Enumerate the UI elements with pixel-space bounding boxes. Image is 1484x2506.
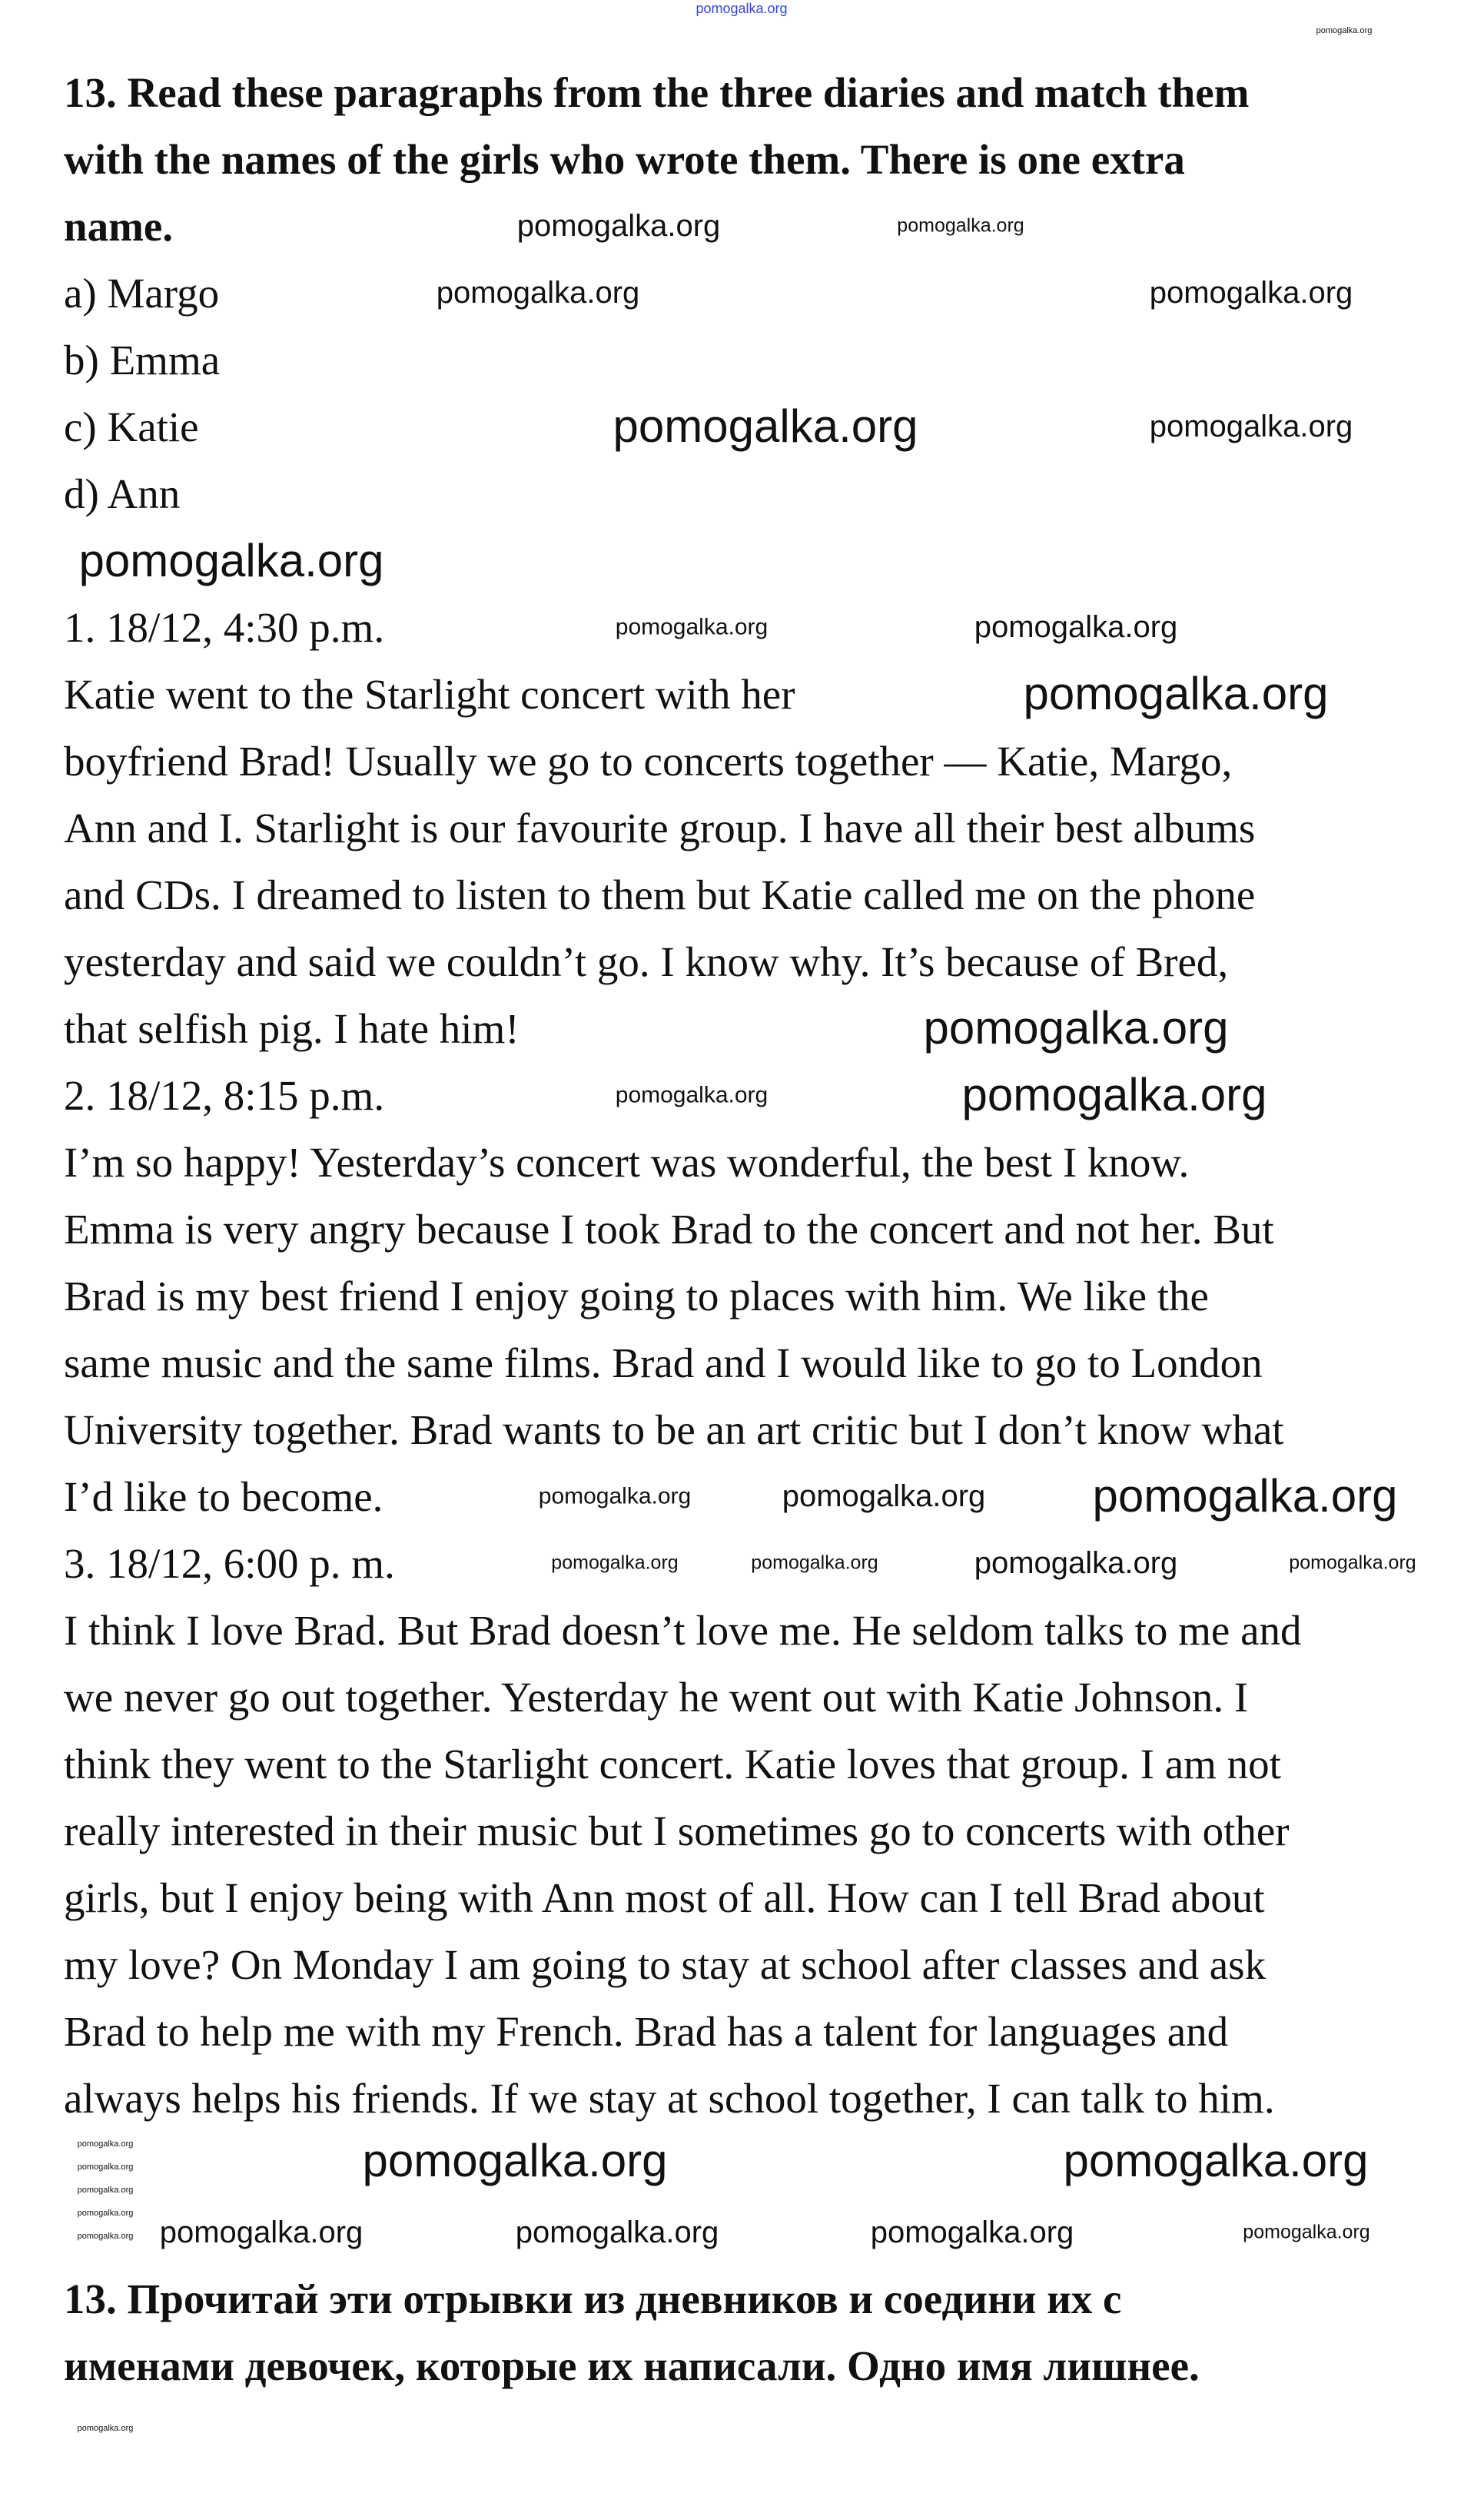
entry-1-header: 1. 18/12, 4:30 p.m. <box>64 604 385 651</box>
entry-3-line: I think I love Brad. But Brad doesn’t love me. He seldom talks to me and <box>64 1607 1302 1654</box>
entry-2-line: same music and the same films. Brad and I would like to go to London <box>64 1339 1263 1386</box>
watermark: pomogalka.org <box>1289 1552 1416 1574</box>
entry-3-line: Brad to help me with my French. Brad has a talent for languages and <box>64 2008 1229 2055</box>
watermark: pomogalka.org <box>362 2135 668 2186</box>
entry-2-line: I’d like to become. <box>64 1473 383 1520</box>
entry-3-line: we never go out together. Yesterday he went out with Katie Johnson. I <box>64 1674 1249 1721</box>
watermark: pomogalka.org <box>751 1552 878 1574</box>
watermark: pomogalka.org <box>923 1002 1229 1054</box>
watermark: pomogalka.org <box>515 2216 719 2249</box>
option-margo: a) Margo <box>64 270 220 317</box>
watermark: pomogalka.org <box>1092 1470 1398 1522</box>
watermark: pomogalka.org <box>77 2231 134 2241</box>
entry-3-line: always helps his friends. If we stay at school together, I can talk to him. <box>64 2075 1275 2122</box>
watermark: pomogalka.org <box>516 209 721 243</box>
watermark: pomogalka.org <box>551 1552 679 1574</box>
heading-ru-line: именами девочек, которые их написали. Одно имя лишнее. <box>64 2342 1200 2389</box>
entry-2-header: 2. 18/12, 8:15 p.m. <box>64 1072 385 1119</box>
heading-en-line: name. <box>64 203 174 250</box>
watermark: pomogalka.org <box>897 214 1024 237</box>
entry-1-line: Ann and I. Starlight is our favourite group. I have all their best albums <box>64 805 1256 851</box>
watermark: pomogalka.org <box>1316 25 1373 35</box>
watermark: pomogalka.org <box>1063 2135 1369 2186</box>
option-ann: d) Ann <box>64 470 181 517</box>
watermark: pomogalka.org <box>870 2216 1074 2249</box>
watermark: pomogalka.org <box>77 2423 134 2433</box>
watermark: pomogalka.org <box>77 2185 134 2195</box>
watermark: pomogalka.org <box>961 1069 1267 1120</box>
entry-3-line: my love? On Monday I am going to stay at school after classes and ask <box>64 1941 1267 1988</box>
entry-2-line: Brad is my best friend I enjoy going to places with him. We like the <box>64 1273 1209 1319</box>
entry-1-line: that selfish pig. I hate him! <box>64 1005 520 1052</box>
watermark: pomogalka.org <box>782 1479 986 1513</box>
watermark: pomogalka.org <box>77 2208 134 2218</box>
watermark: pomogalka.org <box>1023 668 1329 719</box>
watermark: pomogalka.org <box>613 400 918 452</box>
entry-3-line: girls, but I enjoy being with Ann most of all. How can I tell Brad about <box>64 1874 1265 1921</box>
entry-2-line: University together. Brad wants to be an art critic but I don’t know what <box>64 1406 1284 1453</box>
watermark: pomogalka.org <box>159 2216 364 2249</box>
watermark: pomogalka.org <box>1149 276 1353 310</box>
entry-1-line: yesterday and said we couldn’t go. I know why. It’s because of Bred, <box>64 938 1229 985</box>
entry-1-line: Katie went to the Starlight concert with her <box>64 671 795 718</box>
heading-en-line: with the names of the girls who wrote them. There is one extra <box>64 136 1185 183</box>
watermark: pomogalka.org <box>696 1 788 17</box>
heading-ru-line: 13. Прочитай эти отрывки из дневников и соедини их с <box>64 2275 1122 2322</box>
watermark: pomogalka.org <box>1149 410 1353 443</box>
entry-2-line: Emma is very angry because I took Brad to the concert and not her. But <box>64 1206 1274 1253</box>
entry-3-line: really interested in their music but I sometimes go to concerts with other <box>64 1807 1290 1854</box>
watermark: pomogalka.org <box>77 2162 134 2172</box>
entry-1-line: boyfriend Brad! Usually we go to concerts together — Katie, Margo, <box>64 738 1233 785</box>
entry-2-line: I’m so happy! Yesterday’s concert was wonderful, the best I know. <box>64 1139 1190 1186</box>
watermark: pomogalka.org <box>77 2139 134 2149</box>
watermark: pomogalka.org <box>974 1546 1178 1580</box>
heading-en-line: 13. Read these paragraphs from the three diaries and match them <box>64 69 1250 116</box>
watermark: pomogalka.org <box>1243 2221 1370 2243</box>
watermark: pomogalka.org <box>974 610 1178 644</box>
entry-3-header: 3. 18/12, 6:00 p. m. <box>64 1540 395 1587</box>
option-katie: c) Katie <box>64 403 199 450</box>
watermark: pomogalka.org <box>538 1483 692 1509</box>
option-emma: b) Emma <box>64 337 221 383</box>
watermark: pomogalka.org <box>436 276 640 310</box>
entry-1-line: and CDs. I dreamed to listen to them but Katie called me on the phone <box>64 871 1256 918</box>
watermark: pomogalka.org <box>615 1082 769 1108</box>
entry-3-line: think they went to the Starlight concert. Katie loves that group. I am not <box>64 1741 1281 1787</box>
watermark: pomogalka.org <box>78 535 384 586</box>
watermark: pomogalka.org <box>615 614 769 640</box>
